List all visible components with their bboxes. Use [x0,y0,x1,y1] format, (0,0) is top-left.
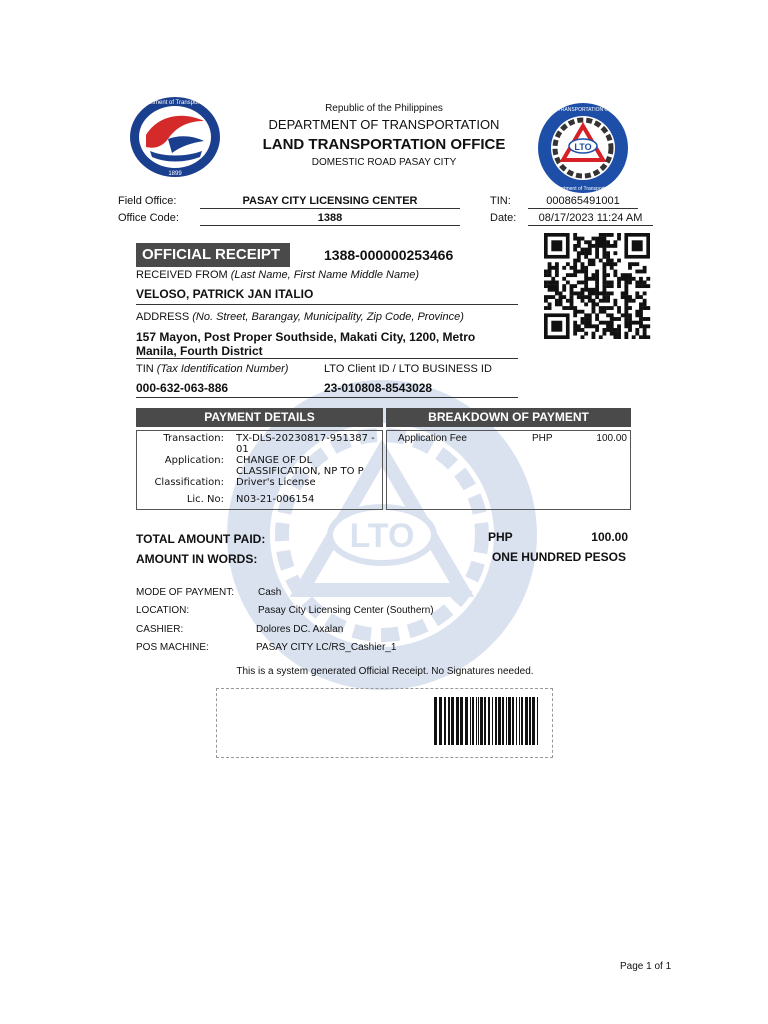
client-id-value: 23-010808-8543028 [324,381,433,395]
application-value: CHANGE OF DL CLASSIFICATION, NP TO P [236,455,364,477]
fee-name: Application Fee [398,433,467,444]
transaction-value: TX-DLS-20230817-951387 - 01 [236,433,375,455]
field-office-value: PASAY CITY LICENSING CENTER [242,195,418,207]
fee-currency: PHP [532,433,553,444]
page-indicator: Page 1 of 1 [620,961,672,972]
address-line-2: Manila, Fourth District [136,344,263,358]
tin-label: TIN: [490,195,511,207]
dotr-ring-text: Department of Transportation [135,100,215,106]
date-underline [528,225,653,226]
office-address: DOMESTIC ROAD PASAY CITY [311,157,457,168]
dotr-logo [128,95,222,179]
lto-center-text: LTO [574,142,592,152]
payer-tin-value: 000-632-063-886 [136,381,229,395]
barcode [434,697,540,745]
name-underline [136,304,518,305]
tin-row [136,363,288,375]
client-id-label: LTO Client ID / LTO BUSINESS ID [324,363,492,375]
pos-label: POS MACHINE: [136,642,209,653]
office-code-label: Office Code: [118,212,179,224]
words-label: AMOUNT IN WORDS: [136,552,258,566]
address-line-1: 157 Mayon, Post Proper Southside, Makati City, 1200, Metro [136,330,476,344]
received-from-row [136,269,419,281]
qr-code [544,233,656,339]
received-from-hint: (Last Name, First Name Middle Name) [230,269,420,281]
payer-tin-label: TIN [136,363,154,375]
pos-value: PASAY CITY LC/RS_Cashier_1 [256,642,397,653]
total-label: TOTAL AMOUNT PAID: [136,532,266,546]
classification-label: Classification: [154,477,224,488]
department-text: DEPARTMENT OF TRANSPORTATION [268,117,500,132]
lic-no-label: Lic. No: [186,494,224,505]
payment-details-header: PAYMENT DETAILS [136,408,383,427]
date-value: 08/17/2023 11:24 AM [538,212,643,224]
official-receipt-title: OFFICIAL RECEIPT [136,243,290,267]
tin-underline [528,208,638,209]
date-label: Date: [490,212,517,224]
mode-value: Cash [258,587,282,598]
transaction-label: Transaction: [163,433,224,444]
tin-row-underline [136,397,518,398]
location-label: LOCATION: [136,605,190,616]
payer-tin-hint: (Tax Identification Number) [156,363,289,375]
location-value: Pasay City Licensing Center (Southern) [258,605,434,616]
mode-label: MODE OF PAYMENT: [136,587,234,598]
cashier-label: CASHIER: [136,624,184,635]
lic-no-value: N03-21-006154 [236,494,315,505]
address-label: ADDRESS [136,311,190,323]
receipt-number: 1388-000000253466 [324,247,454,263]
address-underline [136,358,518,359]
system-note: This is a system generated Official Receipt. No Signatures needed. [236,666,534,677]
cashier-value: Dolores DC. Axalan [256,624,344,635]
payer-name: VELOSO, PATRICK JAN ITALIO [136,287,314,301]
words-value: ONE HUNDRED PESOS [491,550,626,564]
republic-text: Republic of the Philippines [325,103,443,114]
office-title: LAND TRANSPORTATION OFFICE [262,136,506,153]
total-currency: PHP [488,530,513,544]
dotr-year: 1899 [168,171,182,177]
office-code-value: 1388 [317,212,343,224]
field-office-underline [200,208,460,209]
total-amount: 100.00 [591,530,628,544]
field-office-label: Field Office: [118,195,177,207]
lto-logo [537,102,629,194]
office-code-underline [200,225,460,226]
breakdown-header: BREAKDOWN OF PAYMENT [386,408,631,427]
application-label: Application: [164,455,224,466]
watermark-lto-text: LTO [349,517,415,555]
address-row [136,311,464,323]
address-hint: (No. Street, Barangay, Municipality, Zip Code, Province) [192,311,464,323]
tin-value: 000865491001 [546,195,620,207]
received-from-label: RECEIVED FROM [136,269,228,281]
fee-amount: 100.00 [596,433,627,444]
classification-value: Driver's License [236,477,316,488]
lto-ring-bottom: Department of Transportation [550,186,616,192]
lto-ring-top: LAND TRANSPORTATION OFFICE [543,107,623,113]
